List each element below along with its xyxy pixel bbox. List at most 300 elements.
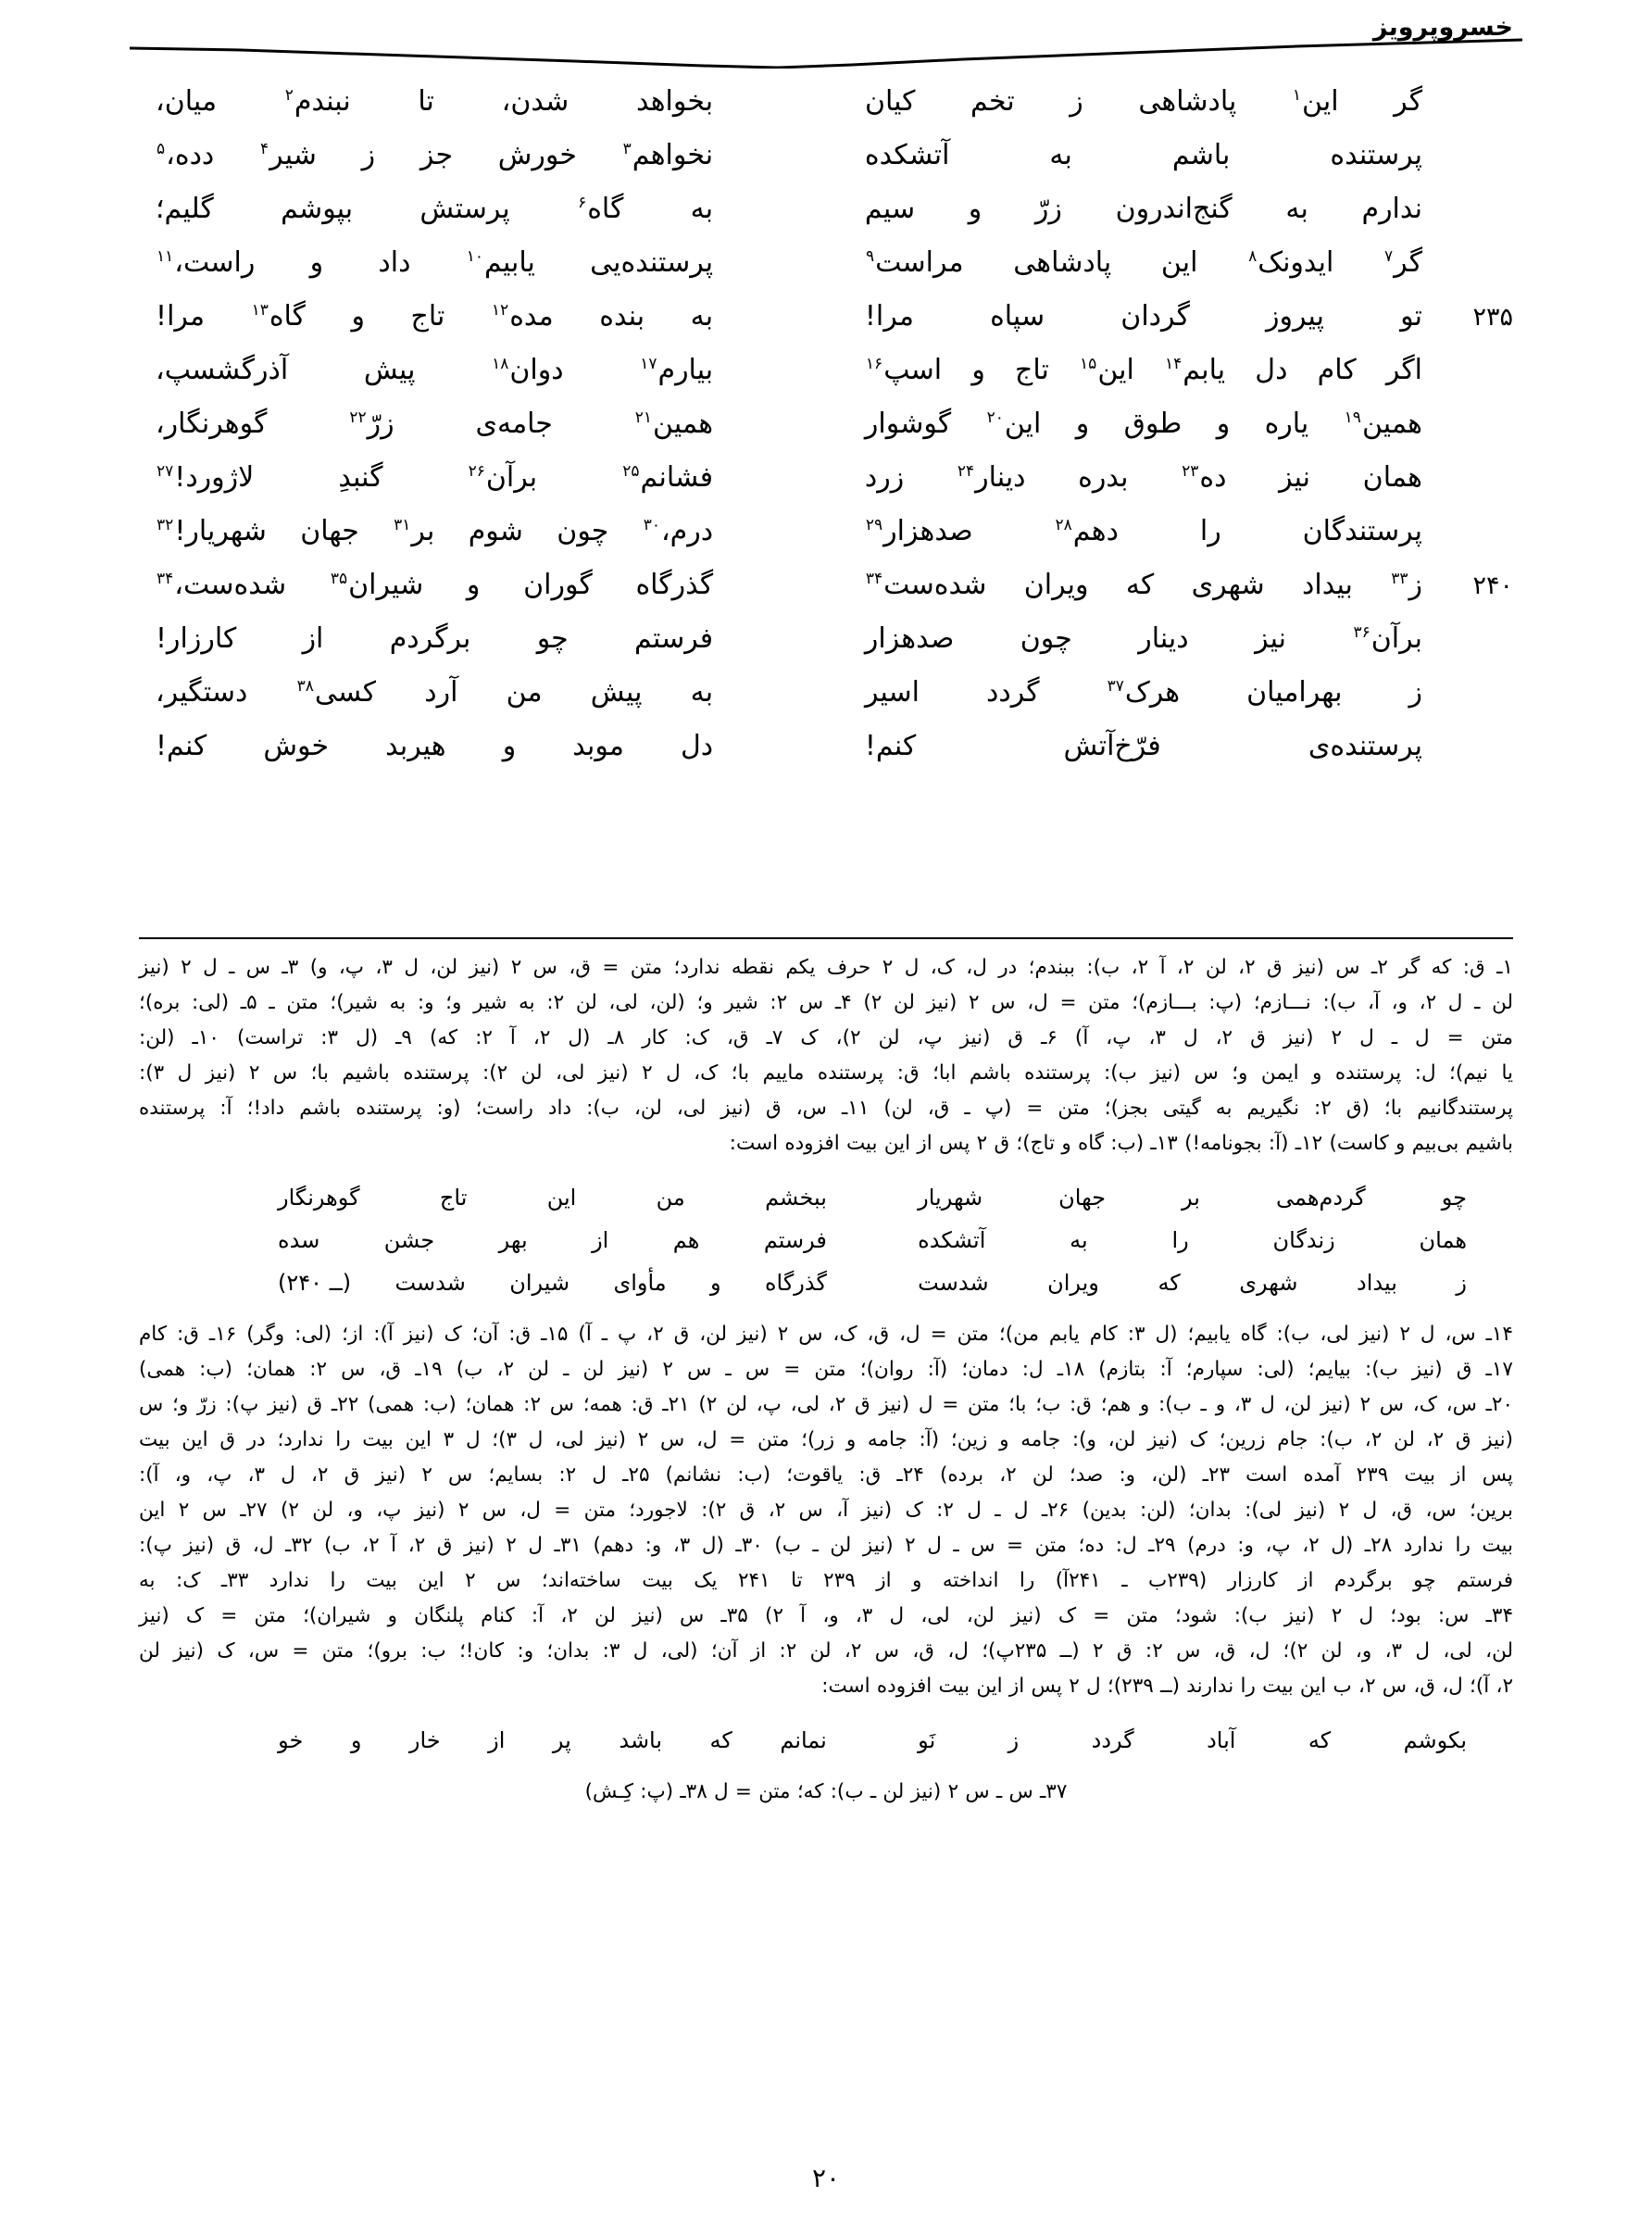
hemistich-left — [139, 515, 730, 547]
verse-word: گوشوار — [864, 408, 952, 440]
verse-word: نخواهم$^۳$ — [622, 139, 714, 171]
inset-word: بر — [1182, 1185, 1200, 1211]
verse-word: همین$^{۱۹}$ — [1344, 408, 1422, 440]
verse-word: گاه$^{۱۳}$ — [251, 300, 306, 333]
verse-word: گوران — [523, 569, 593, 601]
verse-word: تا — [418, 85, 434, 118]
verse-word: بخواهد — [635, 85, 714, 118]
footnote-marker[interactable]: ۸ — [1248, 247, 1258, 266]
hemistich-right — [848, 622, 1439, 655]
hemistich-left — [139, 622, 730, 655]
apparatus-line: بیت را ندارد ۲۸ـ (ل ۲، پ، و: درم) ۲۹ـ ل: ده؛ متن = س ـ ل ۲ (نیز لن ـ ب) ۳۰ـ (ل ۳، و: دهم) ۳۱ـ ل ۲ (نیز ق ۲، آ ۲، ب) ۳۲ـ ل، ق (نیز پ): — [139, 1534, 1513, 1557]
hemistich-left — [139, 676, 730, 709]
footnote-marker[interactable]: ۱۱ — [156, 247, 174, 266]
verse-word: همان — [1362, 461, 1422, 494]
footnote-marker[interactable]: ۲۱ — [634, 408, 653, 427]
inset-word: زندگان — [1272, 1227, 1335, 1253]
verse-word: اگر — [1385, 354, 1422, 386]
verse-word: کسی$^{۳۸}$ — [296, 676, 376, 709]
verse-word: شده‌ست$^{۳۴}$ — [865, 569, 987, 601]
critical-apparatus — [139, 950, 1513, 1810]
apparatus-line: ۱ـ ق: که گر ۲ـ س (نیز ق ۲، لن ۲، آ ۲، ب): ببندم؛ در ل، ک، ل ۲ حرف یکم نقطه ندارد؛ متن = ق، س ۲ (نیز لن، ل ۳، پ، و) ۳ـ س ـ ل ۲ (نیز — [139, 956, 1513, 979]
verse-word: و — [466, 569, 481, 601]
inset-word: (ــ ۲۴۰) — [278, 1270, 352, 1296]
footnote-marker[interactable]: ۴ — [260, 140, 269, 158]
verse-word: که — [1125, 569, 1155, 601]
verse-word: بدره — [1078, 461, 1129, 494]
verse-word: کام — [1317, 354, 1357, 386]
verse-word: آرد — [424, 676, 458, 709]
verse-word: یابم$^{۱۴}$ — [1165, 354, 1226, 386]
verse-word: نبندم$^۲$ — [284, 85, 351, 118]
verse-word: پیش — [363, 354, 416, 386]
apparatus-line: متن = ل ـ ل ۲ (نیز ق ۲، ل ۳، پ، آ) ۶ـ ق (نیز پ، لن ۲)، ک ۷ـ ق، ک: کار ۸ـ (ل ۲، آ ۲: که) ۹ـ (ل ۳: تراست) ۱۰ـ (لن: — [139, 1026, 1513, 1049]
verse-word: گنبدِ — [338, 461, 383, 494]
footnote-marker[interactable]: ۳ — [622, 140, 632, 158]
apparatus-line: ۱۷ـ ق (نیز ب): بیایم؛ (لی: سپارم؛ آ: بتازم) ۱۸ـ ل: دمان؛ (آ: روان)؛ متن = س ـ س ۲ (نیز لن ـ لن ۲، ب) ۱۹ـ ق، س ۲: همان؛ (ب: همی) — [139, 1358, 1513, 1381]
verse-word: و — [351, 300, 365, 333]
verse-word: گوهرنگار، — [156, 408, 268, 440]
hemistich-right — [848, 139, 1439, 171]
verse-word: گر$^۷$ — [1384, 246, 1422, 279]
verse-line — [139, 408, 1513, 461]
header-rule — [130, 37, 1522, 69]
verse-word: پرستنده — [1330, 139, 1422, 171]
verse-word: دده،$^۵$ — [156, 139, 215, 171]
verse-word: پرستندگان — [1302, 515, 1422, 547]
footnote-marker[interactable]: ۳۱ — [394, 516, 411, 534]
verse-word: برگردم — [389, 622, 471, 655]
footnote-marker[interactable]: ۱۹ — [1344, 408, 1361, 427]
verse-word: لاژورد!$^{۲۷}$ — [156, 461, 255, 494]
inset-gap — [836, 1176, 908, 1219]
verse-word: کنم! — [156, 730, 207, 762]
verse-word: این$^{۱۵}$ — [1080, 354, 1134, 386]
verse-line — [139, 515, 1513, 569]
inset-verse-line — [139, 1176, 1513, 1219]
hemistich-right — [848, 515, 1439, 547]
hemistich-left — [139, 730, 730, 762]
verse-word: این$^{۲۰}$ — [986, 408, 1042, 440]
inset-gap — [836, 1219, 908, 1261]
footnote-marker[interactable]: ۷ — [1384, 247, 1394, 266]
verse-word: دل — [680, 730, 714, 762]
hemistich-right — [848, 730, 1439, 762]
inset-word: باشد — [619, 1727, 663, 1753]
verse-word: شهری — [1191, 569, 1265, 601]
verse-word: مرا! — [156, 300, 206, 333]
verse-word: به — [1049, 139, 1072, 171]
verse-word: و — [971, 354, 985, 386]
verse-word: صدهزار — [864, 622, 955, 655]
verse-word: بیارم$^{۱۷}$ — [640, 354, 714, 386]
footnote-marker[interactable]: ۲۸ — [1055, 516, 1072, 534]
verse-word: پیروز — [1266, 300, 1324, 333]
inset-word: سده — [278, 1227, 320, 1253]
inset-verse-line — [139, 1261, 1513, 1304]
verse-word: بر$^{۳۱}$ — [394, 515, 435, 547]
verse-word: و — [1075, 408, 1090, 440]
inset-word: بکوشم — [1403, 1727, 1467, 1753]
verse-word: داد — [378, 246, 411, 279]
footnote-marker[interactable]: ۱ — [1292, 86, 1302, 105]
verse-word: مراست$^۹$ — [865, 246, 964, 279]
verse-word: و — [1216, 408, 1231, 440]
hemistich-right — [848, 354, 1439, 386]
inset-gap — [836, 1719, 908, 1762]
verse-word: شیر$^۴$ — [260, 139, 317, 171]
verse-number: ۲۳۵ — [1472, 303, 1513, 332]
verse-word: شهریار!$^{۳۲}$ — [156, 515, 267, 547]
inset-word: بیداد — [1357, 1270, 1397, 1296]
folio-number: ۲۰ — [811, 2163, 841, 2193]
verse-word: از — [302, 622, 324, 655]
footnote-marker[interactable]: ۹ — [865, 247, 875, 266]
verse-word: گنج‌اندرون — [1115, 193, 1233, 225]
verse-word: پرستنده‌ی — [1308, 730, 1422, 762]
inset-hemistich-right — [908, 1719, 1476, 1762]
inset-word: چو — [1441, 1185, 1467, 1211]
inset-word: جهان — [1058, 1185, 1106, 1211]
verse-word: سپاه — [990, 300, 1045, 333]
verse-word: ویران — [1023, 569, 1089, 601]
verse-word: را — [1199, 515, 1221, 547]
inset-word: و — [350, 1727, 362, 1753]
inset-hemistich-left — [269, 1219, 836, 1261]
verse-word: اسیر — [864, 676, 920, 709]
verse-word: دهم$^{۲۸}$ — [1055, 515, 1119, 547]
verse-word: تاج — [1015, 354, 1049, 386]
inset-word: شدست — [394, 1270, 466, 1296]
verse-word: فشانم$^{۲۵}$ — [622, 461, 714, 494]
verse-line — [139, 246, 1513, 300]
footnote-marker[interactable]: ۲۶ — [468, 462, 485, 481]
hemistich-right — [848, 676, 1439, 709]
verse-word: پرستش — [419, 193, 510, 225]
inset-word: گردم‌همی — [1275, 1185, 1366, 1211]
verse-word: پادشاهی — [1013, 246, 1112, 279]
verse-word: بپوشم — [281, 193, 354, 225]
verse-word: شده‌ست،$^{۳۴}$ — [156, 569, 287, 601]
inset-word: که — [1308, 1727, 1332, 1753]
verse-word: فرستم — [634, 622, 714, 655]
verse-word: کنم! — [864, 730, 917, 762]
verse-word: نیز — [1279, 461, 1311, 494]
inset-word: گوهرنگار — [278, 1185, 360, 1211]
inset-word: مأوای — [613, 1270, 667, 1296]
footnote-marker[interactable]: ۳۴ — [865, 570, 883, 588]
verse-line — [139, 730, 1513, 784]
verse-word: گذرگاه — [635, 569, 714, 601]
verse-line — [139, 676, 1513, 730]
verse-word: پرستنده‌یی — [590, 246, 714, 279]
inset-word: فرستم — [763, 1227, 827, 1253]
apparatus-line: یا نیم)؛ ل: پرستنده و ایمن و؛ س (نیز ب): پرستنده باشم ابا؛ ق: پرستنده ماییم با؛ ک، ل ۲ (نیز لی، لن ۲): پرستنده باشیم با؛ س ۲ (نیز ل ۳): — [139, 1061, 1514, 1085]
verse-word: ز$^{۳۳}$ — [1391, 569, 1422, 601]
verse-word: مرا! — [864, 300, 914, 333]
verse-block — [139, 85, 1513, 784]
verse-word: خوش — [263, 730, 330, 762]
inset-word: شهری — [1239, 1270, 1298, 1296]
verse-word: دینار — [1138, 622, 1189, 655]
inset-word: به — [1070, 1227, 1088, 1253]
inset-word: ببخشم — [765, 1185, 827, 1211]
verse-word: میان، — [156, 85, 218, 118]
verse-word: دل — [1255, 354, 1288, 386]
inset-hemistich-left — [269, 1719, 836, 1762]
verse-word: جامه‌ی — [475, 408, 553, 440]
verse-word: برآن$^{۲۶}$ — [468, 461, 538, 494]
inset-hemistich-left — [269, 1176, 836, 1219]
verse-word: آذرگشسپ، — [156, 354, 289, 386]
footnote-marker[interactable]: ۱۶ — [865, 355, 883, 373]
inset-word: تاج — [439, 1185, 468, 1211]
inset-word: ز — [1007, 1727, 1020, 1753]
verse-word: کیان — [864, 85, 916, 118]
footnote-marker[interactable]: ۱۸ — [492, 355, 509, 373]
verse-line — [139, 139, 1513, 193]
inset-word: گذرگاه — [764, 1270, 827, 1296]
verse-word: تو — [1400, 300, 1422, 333]
footnote-marker[interactable]: ۲۴ — [957, 462, 975, 481]
verse-word: گلیم؛ — [156, 193, 214, 225]
verse-word: گاه$^۶$ — [578, 193, 624, 225]
inset-word: این — [546, 1185, 577, 1211]
verse-word: دستگیر، — [156, 676, 248, 709]
inset-word: من — [656, 1185, 685, 1211]
footnote-marker[interactable]: ۳۲ — [156, 516, 174, 534]
verse-word: تاج — [410, 300, 445, 333]
inset-hemistich-right — [908, 1219, 1476, 1261]
verse-word: یابیم$^{۱۰}$ — [466, 246, 535, 279]
verse-word: نیز — [1255, 622, 1287, 655]
inset-hemistich-right — [908, 1261, 1476, 1304]
verse-word: و — [968, 193, 982, 225]
footnote-marker[interactable]: ۶ — [578, 194, 587, 212]
verse-word: ز — [361, 139, 376, 171]
hemistich-left — [139, 461, 730, 494]
footnote-marker[interactable]: ۱۴ — [1165, 355, 1183, 373]
footnote-marker[interactable]: ۳۷ — [1107, 677, 1124, 696]
inset-word: پر — [552, 1727, 571, 1753]
inset-word: را — [1171, 1227, 1189, 1253]
verse-word: ز — [1070, 85, 1083, 118]
verse-word: دینار$^{۲۴}$ — [957, 461, 1026, 494]
verse-word: یاره — [1264, 408, 1309, 440]
inset-word: هم — [672, 1227, 700, 1253]
verse-line — [139, 193, 1513, 246]
footnote-marker[interactable]: ۳۵ — [330, 570, 348, 588]
footnote-marker[interactable]: ۱۵ — [1080, 355, 1097, 373]
footnote-marker[interactable]: ۱۷ — [640, 355, 657, 373]
hemistich-left — [139, 569, 730, 601]
verse-word: فرّخ‌آتش — [1063, 730, 1161, 762]
verse-word: جز — [419, 139, 453, 171]
footnote-marker[interactable]: ۲۰ — [986, 408, 1004, 427]
verse-word: پیش — [590, 676, 643, 709]
verse-word: باشم — [1171, 139, 1231, 171]
verse-number: ۲۴۰ — [1472, 571, 1513, 600]
hemistich-right — [848, 300, 1439, 333]
hemistich-right — [848, 408, 1439, 440]
verse-line — [139, 354, 1513, 408]
verse-word: به — [690, 676, 714, 709]
footnote-marker[interactable]: ۱۳ — [251, 301, 269, 320]
inset-word: که — [1158, 1270, 1181, 1296]
verse-line — [139, 300, 1513, 354]
hemistich-right — [848, 193, 1439, 225]
apparatus-line: برین؛ س، ق، ل ۲ (نیز لی): بدان؛ (لن: بدین) ۲۶ـ ل ـ ل ۲: ک (نیز آ، س ۲، ق ۲): لاجورد؛ متن = ل، س ۲ (نیز پ، و، لن ۲) ۲۷ـ س ۲ این — [139, 1499, 1514, 1522]
apparatus-line: (نیز ق ۲، لن ۲، ب): جام زرین؛ ک (نیز لن، و): جامه و زین؛ (آ: جامه و زر)؛ متن = ل، س ۲ (نیز لی، ل ۳)؛ ل ۳ این بیت را ندارد؛ در ق این بیت — [139, 1428, 1514, 1451]
footnote-marker[interactable]: ۳۶ — [1353, 623, 1370, 642]
verse-word: این — [1160, 246, 1198, 279]
verse-word: و — [309, 246, 324, 279]
inset-couplets-1 — [139, 1176, 1513, 1304]
footnote-marker[interactable]: ۲۵ — [622, 462, 640, 481]
apparatus-line: ۲۰ـ س، ک، س ۲ (نیز لن، ل ۳، و ـ ب): و هم؛ ق: ب؛ با؛ متن = ل (نیز ق ۲، لی، پ، لن ۲) ۲۱ـ ق: همه؛ س ۲: همان؛ (ب: همی) ۲۲ـ ق (نیز پ): زرّ و؛ س — [139, 1393, 1514, 1416]
inset-hemistich-right — [908, 1176, 1476, 1219]
apparatus-line: ۲، آ)؛ ل، ق، س ۲، ب این بیت را ندارند (ــ ۲۳۹)؛ ل ۲ پس از این بیت افزوده است: — [821, 1675, 1513, 1698]
header-rule-svg — [130, 37, 1522, 69]
verse-word: بهرامیان — [1246, 676, 1343, 709]
verse-word: بیداد — [1302, 569, 1353, 601]
verse-word: هیربد — [385, 730, 446, 762]
verse-word: زرد — [864, 461, 905, 494]
verse-word: زرّ — [1034, 193, 1062, 225]
footnote-marker[interactable]: ۲۷ — [156, 462, 174, 481]
footnote-marker[interactable]: ۲۲ — [349, 408, 367, 427]
apparatus-line: فرستم چو برگردم از کارزار (۲۳۹ب ـ ۲۴۱آ) را انداخته و از ۲۳۹ تا ۲۴۱ یک بیت ساخته‌اند؛ س ۲ این بیت را ندارد ۳۳ـ ک: به — [139, 1569, 1513, 1592]
inset-word: خار — [408, 1727, 441, 1753]
verse-word: خورش — [497, 139, 577, 171]
verse-word: اسپ$^{۱۶}$ — [865, 354, 943, 386]
verse-line — [139, 85, 1513, 139]
verse-word: ندارم — [1361, 193, 1422, 225]
footnote-marker[interactable]: ۲۹ — [865, 516, 883, 534]
verse-word: گردد — [986, 676, 1040, 709]
verse-word: گر — [1394, 85, 1422, 118]
verse-word: پادشاهی — [1138, 85, 1237, 118]
footnote-marker[interactable]: ۲ — [284, 86, 294, 105]
footnote-marker[interactable]: ۲۳ — [1182, 462, 1199, 481]
inset-verse-line — [139, 1219, 1513, 1261]
hemistich-right — [848, 461, 1439, 494]
inset-word: خو — [278, 1727, 304, 1753]
inset-word: بهر — [498, 1227, 528, 1253]
footnote-marker[interactable]: ۱۲ — [491, 301, 509, 320]
footnote-marker[interactable]: ۳۴ — [156, 570, 174, 588]
footnote-marker[interactable]: ۳۸ — [296, 677, 314, 696]
verse-word: تخم — [970, 85, 1015, 118]
apparatus-line: باشیم بی‌بیم و کاست) ۱۲ـ (آ: بجونامه!) ۱۳ـ (ب: گاه و تاج)؛ ق ۲ پس از این بیت افزوده است: — [729, 1132, 1513, 1155]
inset-word: شدست — [918, 1270, 989, 1296]
verse-word: من — [506, 676, 543, 709]
verse-word: موبد — [572, 730, 624, 762]
verse-word: ز — [1408, 676, 1422, 709]
inset-word: از — [488, 1727, 506, 1753]
apparatus-line: پس از بیت ۲۳۹ آمده است ۲۳ـ (لن، و: صد؛ لن ۲، برده) ۲۴ـ ق: یاقوت؛ (ب: نشانم) ۲۵ـ ل ۲: بسایم؛ س ۲ (نیز ق ۲، ل ۳، پ، و، آ): — [139, 1463, 1514, 1487]
verse-word: درم،$^{۳۰}$ — [643, 515, 714, 547]
apparatus-line: ۳۴ـ س: بود؛ ل ۲ (نیز ب): شود؛ متن = ک (نیز لن، لی، ل ۳، و، آ ۲) ۳۵ـ س (نیز لن ۲، آ: کنام پلنگان و شیران)؛ متن = ک (نیز — [139, 1604, 1514, 1627]
inset-word: و — [710, 1270, 721, 1296]
inset-word: ویران — [1047, 1270, 1099, 1296]
verse-word: راست،$^{۱۱}$ — [156, 246, 256, 279]
inset-gap — [836, 1261, 908, 1304]
verse-word: گردان — [1120, 300, 1190, 333]
verse-word: طوق — [1123, 408, 1183, 440]
verse-line — [139, 622, 1513, 676]
footnote-marker[interactable]: ۳۳ — [1391, 570, 1408, 588]
inset-word: آباد — [1207, 1727, 1236, 1753]
hemistich-right — [848, 85, 1439, 118]
inset-word: شهریار — [918, 1185, 983, 1211]
inset-word: که — [709, 1727, 732, 1753]
hemistich-left — [139, 408, 730, 440]
running-head: خسروپرویز — [1372, 13, 1513, 42]
verse-word: شوم — [468, 515, 523, 547]
hemistich-right — [848, 569, 1439, 601]
verse-word: بنده — [599, 300, 645, 333]
verse-word: برآن$^{۳۶}$ — [1353, 622, 1422, 655]
verse-word: به — [690, 300, 714, 333]
verse-word: سیم — [864, 193, 916, 225]
apparatus-line: ۳۷ـ س ـ س ۲ (نیز لن ـ ب): که؛ متن = ل ۳۸ـ (پ: کِـش) — [584, 1780, 1068, 1803]
verse-word: به — [1285, 193, 1308, 225]
verse-word: زرّ$^{۲۲}$ — [349, 408, 394, 440]
verse-word: جهان — [300, 515, 359, 547]
verse-word: کارزار! — [156, 622, 237, 655]
apparatus-line: لن، لی، ل ۳، و، لن ۲)؛ ل، ق، س ۲: ق ۲ (ــ ۲۳۵پ)؛ ل، ق، س ۲، لن ۲: از آن؛ (لی، ل ۳: بدان؛ و: کان!؛ ب: برو)؛ متن = س، ک (نیز لن — [139, 1639, 1513, 1663]
verse-word: چو — [536, 622, 569, 655]
inset-word: آتشکده — [918, 1227, 986, 1253]
inset-word: نمانم — [780, 1727, 827, 1753]
verse-line — [139, 461, 1513, 515]
inset-word: ز — [1456, 1270, 1467, 1296]
inset-word: همان — [1419, 1227, 1467, 1253]
hemistich-left — [139, 139, 730, 171]
verse-line — [139, 569, 1513, 622]
inset-word: شیران — [509, 1270, 570, 1296]
verse-word: صدهزار$^{۲۹}$ — [865, 515, 973, 547]
footnote-marker[interactable]: ۱۰ — [466, 247, 484, 266]
inset-verse-line — [139, 1719, 1513, 1762]
footnote-marker[interactable]: ۳۰ — [643, 516, 660, 534]
inset-word: جشن — [383, 1227, 435, 1253]
hemistich-left — [139, 300, 730, 333]
inset-word: گردد — [1091, 1727, 1134, 1753]
inset-hemistich-left — [269, 1261, 836, 1304]
inset-word: نَو — [918, 1727, 936, 1753]
verse-word: شیران$^{۳۵}$ — [330, 569, 424, 601]
hemistich-left — [139, 246, 730, 279]
apparatus-line: ۱۴ـ س، ل ۲ (نیز لی، ب): گاه یابیم؛ (ل ۳: کام یابم من)؛ متن = ل، ق، ک، س ۲ (نیز لن، ق ۲، پ ـ آ) ۱۵ـ ق: آن؛ ک (نیز آ): از؛ (لی: وگر) ۱۶ـ ق: کام — [139, 1323, 1513, 1346]
hemistich-right — [848, 246, 1439, 279]
footnote-marker[interactable]: ۵ — [156, 140, 166, 158]
inset-couplets-2 — [139, 1719, 1513, 1762]
hemistich-left — [139, 85, 730, 118]
verse-word: و — [502, 730, 517, 762]
verse-word: آتشکده — [864, 139, 950, 171]
hemistich-left — [139, 354, 730, 386]
apparatus-line: پرستندگانیم با؛ (ق ۲: نگیریم به گیتی بجز)؛ متن = (پ ـ ق، لن) ۱۱ـ س، ق (نیز لی، لن، ب): داد راست؛ (و: پرستنده باشم داد!؛ آ: پرستنده — [139, 1097, 1514, 1120]
hemistich-left — [139, 193, 730, 225]
verse-word: دوان$^{۱۸}$ — [492, 354, 564, 386]
verse-word: این$^۱$ — [1292, 85, 1339, 118]
verse-word: ایدونک$^۸$ — [1248, 246, 1334, 279]
verse-word: به — [690, 193, 714, 225]
verse-word: ده$^{۲۳}$ — [1182, 461, 1227, 494]
verse-word: چون — [557, 515, 609, 547]
